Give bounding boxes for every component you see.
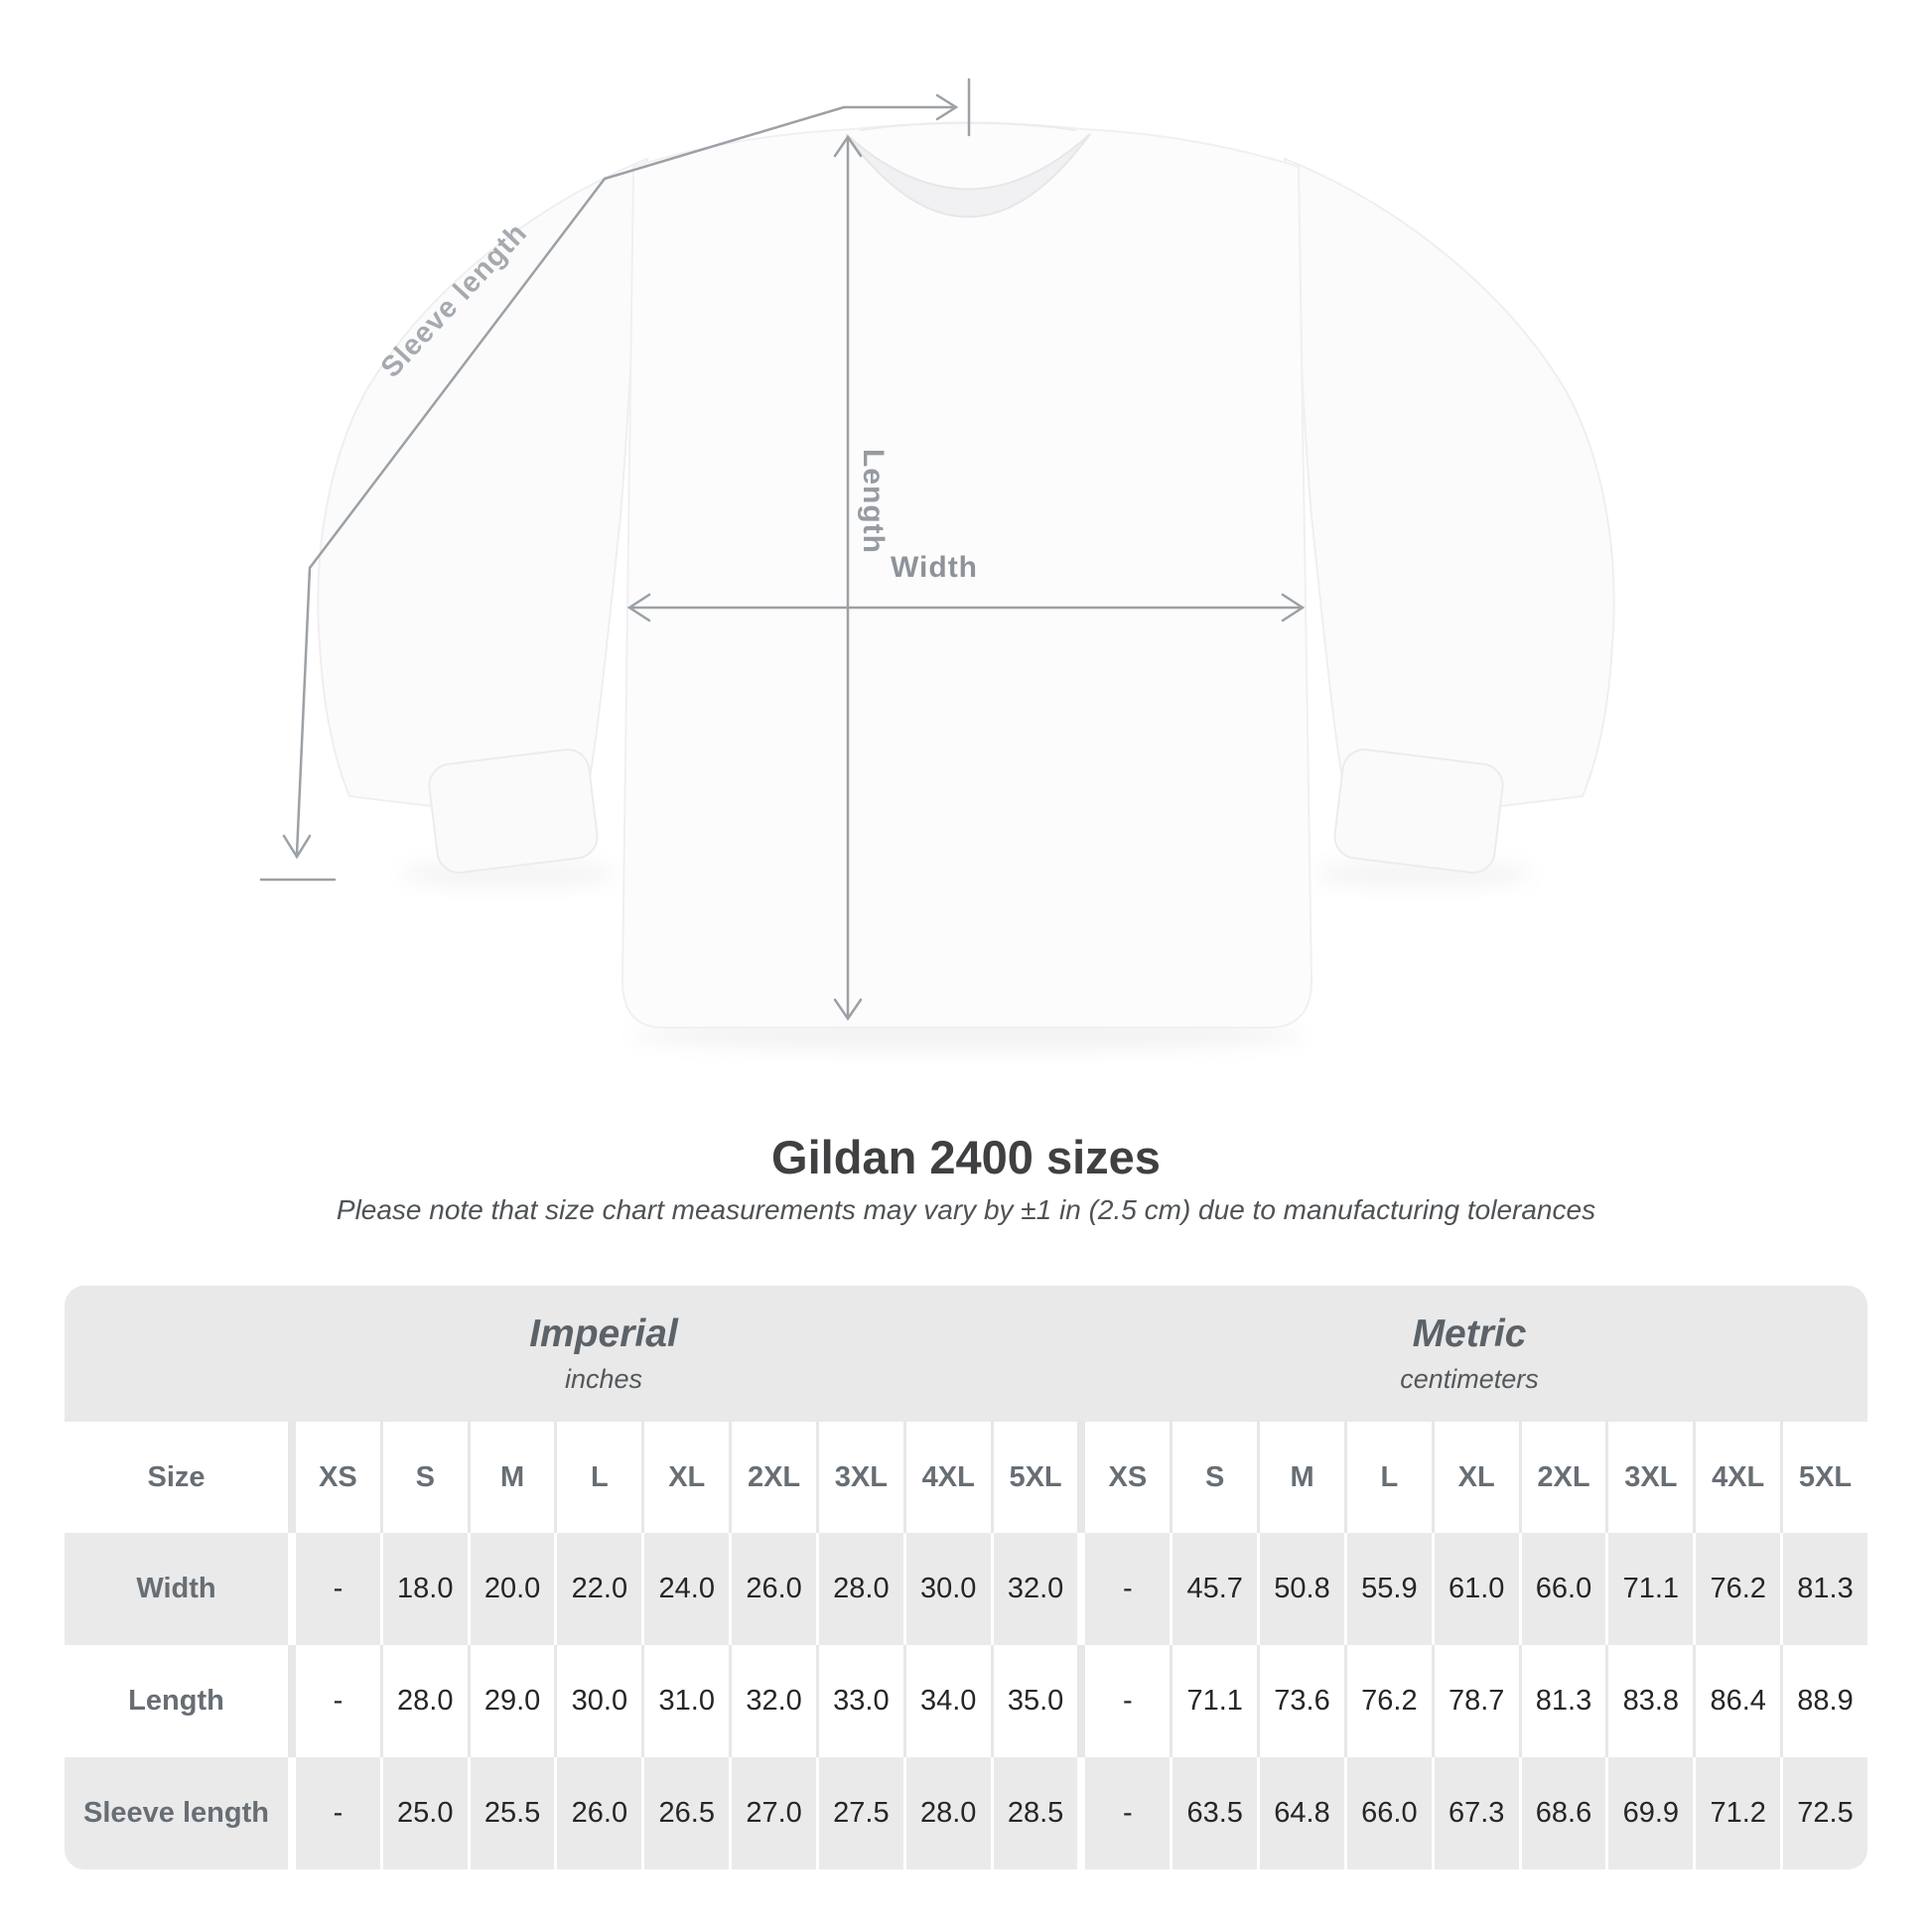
row-label: Length bbox=[65, 1645, 296, 1757]
value-cell: 67.3 bbox=[1435, 1757, 1522, 1869]
value-cell: 28.0 bbox=[906, 1757, 994, 1869]
value-cell: 88.9 bbox=[1783, 1645, 1867, 1757]
table-row bbox=[65, 1533, 1867, 1645]
value-cell: 31.0 bbox=[644, 1645, 732, 1757]
value-cell: 45.7 bbox=[1173, 1533, 1260, 1645]
imperial-unit-label: inches bbox=[564, 1364, 643, 1395]
value-cell: - bbox=[296, 1645, 383, 1757]
row-label: Width bbox=[65, 1533, 296, 1645]
size-col-header: 2XL bbox=[1522, 1422, 1609, 1533]
left-cuff bbox=[427, 748, 600, 876]
value-cell: 18.0 bbox=[383, 1533, 471, 1645]
size-col-header: 4XL bbox=[906, 1422, 994, 1533]
page-title: Gildan 2400 sizes bbox=[771, 1131, 1161, 1183]
value-cell: - bbox=[1085, 1645, 1173, 1757]
size-col-header: 3XL bbox=[819, 1422, 906, 1533]
metric-group-header bbox=[1400, 1312, 1539, 1396]
value-cell: 35.0 bbox=[994, 1645, 1086, 1757]
size-col-header: M bbox=[471, 1422, 558, 1533]
value-cell: 71.1 bbox=[1608, 1533, 1696, 1645]
right-sleeve bbox=[1285, 159, 1614, 824]
metric-label: Metric bbox=[1412, 1311, 1527, 1355]
value-cell: 50.8 bbox=[1260, 1533, 1347, 1645]
width-label: Width bbox=[890, 551, 979, 584]
size-column-title: Size bbox=[65, 1422, 296, 1533]
sleeve-length-label: Sleeve length bbox=[374, 216, 534, 384]
metric-unit-label: centimeters bbox=[1400, 1364, 1539, 1395]
size-col-header: 4XL bbox=[1696, 1422, 1783, 1533]
size-col-header: XL bbox=[1435, 1422, 1522, 1533]
size-col-header: S bbox=[1173, 1422, 1260, 1533]
value-cell: 28.5 bbox=[994, 1757, 1086, 1869]
value-cell: 28.0 bbox=[383, 1645, 471, 1757]
size-col-header: XS bbox=[1085, 1422, 1173, 1533]
value-cell: 76.2 bbox=[1696, 1533, 1783, 1645]
value-cell: 55.9 bbox=[1347, 1533, 1435, 1645]
value-cell: - bbox=[296, 1757, 383, 1869]
value-cell: 63.5 bbox=[1173, 1757, 1260, 1869]
size-col-header: L bbox=[1347, 1422, 1435, 1533]
value-cell: 25.0 bbox=[383, 1757, 471, 1869]
value-cell: 69.9 bbox=[1608, 1757, 1696, 1869]
size-col-header: S bbox=[383, 1422, 471, 1533]
value-cell: 28.0 bbox=[819, 1533, 906, 1645]
value-cell: 66.0 bbox=[1522, 1533, 1609, 1645]
table-row bbox=[65, 1422, 1867, 1533]
size-col-header: 3XL bbox=[1608, 1422, 1696, 1533]
tolerance-note: Please note that size chart measurements may vary by ±1 in (2.5 cm) due to manufacturing tolerances bbox=[336, 1194, 1596, 1225]
value-cell: 27.0 bbox=[732, 1757, 819, 1869]
value-cell: 25.5 bbox=[471, 1757, 558, 1869]
size-col-header: XL bbox=[644, 1422, 732, 1533]
imperial-group-header bbox=[529, 1312, 678, 1396]
value-cell: 83.8 bbox=[1608, 1645, 1696, 1757]
value-cell: 27.5 bbox=[819, 1757, 906, 1869]
value-cell: 30.0 bbox=[906, 1533, 994, 1645]
imperial-label: Imperial bbox=[529, 1311, 678, 1355]
value-cell: 34.0 bbox=[906, 1645, 994, 1757]
value-cell: 76.2 bbox=[1347, 1645, 1435, 1757]
value-cell: 61.0 bbox=[1435, 1533, 1522, 1645]
value-cell: 30.0 bbox=[557, 1645, 644, 1757]
value-cell: 66.0 bbox=[1347, 1757, 1435, 1869]
value-cell: 81.3 bbox=[1522, 1645, 1609, 1757]
value-cell: 26.0 bbox=[732, 1533, 819, 1645]
right-cuff bbox=[1332, 748, 1505, 876]
table-row bbox=[65, 1645, 1867, 1757]
value-cell: 24.0 bbox=[644, 1533, 732, 1645]
size-col-header: 5XL bbox=[1783, 1422, 1867, 1533]
value-cell: 73.6 bbox=[1260, 1645, 1347, 1757]
size-table-rows bbox=[65, 1422, 1867, 1869]
value-cell: 32.0 bbox=[994, 1533, 1086, 1645]
value-cell: 86.4 bbox=[1696, 1645, 1783, 1757]
size-col-header: M bbox=[1260, 1422, 1347, 1533]
unit-group-band bbox=[65, 1286, 1867, 1422]
row-label: Sleeve length bbox=[65, 1757, 296, 1869]
value-cell: - bbox=[296, 1533, 383, 1645]
value-cell: 20.0 bbox=[471, 1533, 558, 1645]
value-cell: - bbox=[1085, 1757, 1173, 1869]
value-cell: 72.5 bbox=[1783, 1757, 1867, 1869]
value-cell: - bbox=[1085, 1533, 1173, 1645]
value-cell: 33.0 bbox=[819, 1645, 906, 1757]
size-col-header: 5XL bbox=[994, 1422, 1086, 1533]
value-cell: 78.7 bbox=[1435, 1645, 1522, 1757]
value-cell: 71.1 bbox=[1173, 1645, 1260, 1757]
table-row bbox=[65, 1757, 1867, 1869]
size-col-header: 2XL bbox=[732, 1422, 819, 1533]
value-cell: 32.0 bbox=[732, 1645, 819, 1757]
value-cell: 22.0 bbox=[557, 1533, 644, 1645]
value-cell: 71.2 bbox=[1696, 1757, 1783, 1869]
size-col-header: L bbox=[557, 1422, 644, 1533]
value-cell: 29.0 bbox=[471, 1645, 558, 1757]
size-col-header: XS bbox=[296, 1422, 383, 1533]
value-cell: 26.0 bbox=[557, 1757, 644, 1869]
value-cell: 26.5 bbox=[644, 1757, 732, 1869]
value-cell: 64.8 bbox=[1260, 1757, 1347, 1869]
size-table bbox=[65, 1286, 1867, 1869]
value-cell: 81.3 bbox=[1783, 1533, 1867, 1645]
length-label: Length bbox=[857, 449, 890, 554]
value-cell: 68.6 bbox=[1522, 1757, 1609, 1869]
